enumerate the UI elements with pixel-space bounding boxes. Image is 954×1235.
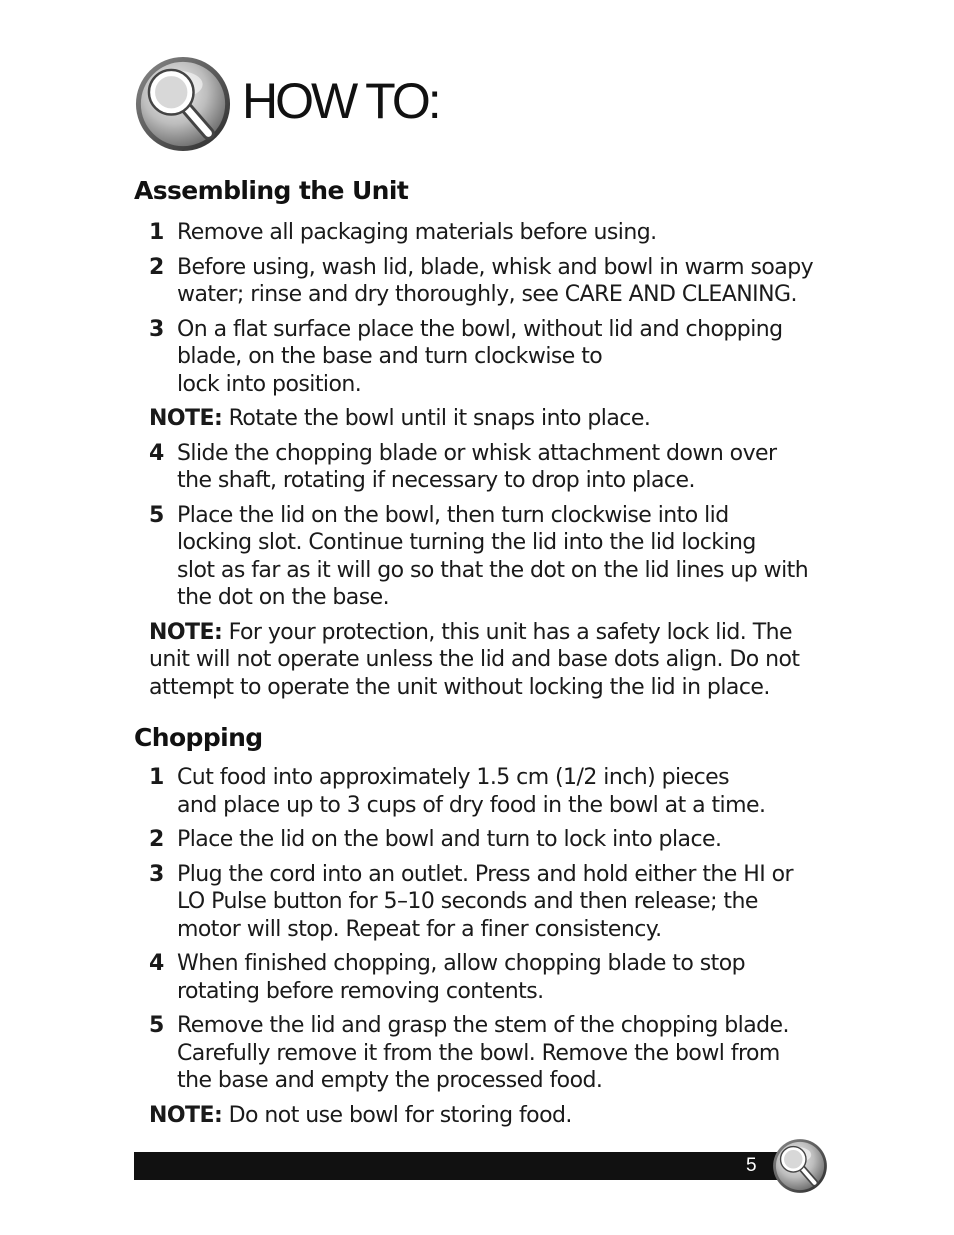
step-number: 1 bbox=[149, 765, 164, 790]
step-number: 4 bbox=[149, 440, 164, 466]
note-label: NOTE: bbox=[149, 406, 223, 431]
note bbox=[149, 405, 834, 433]
page-title: HOW TO: bbox=[242, 73, 439, 129]
step-number: 4 bbox=[149, 951, 164, 976]
step-number: 3 bbox=[149, 861, 164, 887]
step-text: Place the lid on the bowl, then turn clockwise into lid locking slot. Continue turning the lid into the lid locking slot as far as it will go so that the dot on the lid lines up with the dot on the base. bbox=[177, 502, 809, 610]
step-text: Remove all packaging materials before using. bbox=[177, 220, 657, 245]
magnifier-icon bbox=[772, 1138, 828, 1194]
magnifier-icon bbox=[134, 55, 232, 153]
list-item bbox=[134, 764, 834, 819]
list-item bbox=[134, 316, 834, 399]
note-label: NOTE: bbox=[149, 1102, 223, 1128]
list-item bbox=[134, 950, 834, 1005]
step-text: Before using, wash lid, blade, whisk and bowl in warm soapy water; rinse and dry thoroughly, see CARE AND CLEANING. bbox=[177, 254, 814, 307]
footer-bar bbox=[134, 1152, 794, 1180]
list-item bbox=[134, 861, 834, 944]
note-text: For your protection, this unit has a safety lock lid. The unit will not operate unless the lid and base dots align. Do not attempt to operate the unit without locking the lid in place. bbox=[149, 619, 800, 700]
step-number: 5 bbox=[149, 1013, 164, 1038]
step-text: When finished chopping, allow chopping blade to stop rotating before removing contents. bbox=[177, 951, 746, 1004]
step-text: Slide the chopping blade or whisk attachment down over the shaft, rotating if necessary to drop into place. bbox=[177, 440, 777, 493]
step-number: 2 bbox=[149, 254, 164, 280]
note bbox=[149, 619, 834, 702]
list-item bbox=[134, 219, 834, 247]
list-item bbox=[134, 826, 834, 854]
step-number: 1 bbox=[149, 220, 164, 245]
note-label: NOTE: bbox=[149, 619, 223, 645]
list-item bbox=[134, 1012, 834, 1095]
step-number: 5 bbox=[149, 502, 164, 528]
note-text: Do not use bowl for storing food. bbox=[222, 1102, 572, 1128]
step-text: On a flat surface place the bowl, without lid and chopping blade, on the base and turn clockwise to lock into position. bbox=[177, 316, 783, 397]
step-number: 3 bbox=[149, 316, 164, 342]
list-item bbox=[134, 440, 834, 495]
list-item bbox=[134, 502, 834, 612]
note bbox=[149, 1102, 834, 1130]
step-text: Remove the lid and grasp the stem of the chopping blade. Carefully remove it from the bowl. Remove the bowl from the base and empty the processed food. bbox=[177, 1013, 789, 1093]
step-text: Plug the cord into an outlet. Press and hold either the HI or LO Pulse button for 5–10 seconds and then release; the motor will stop. Repeat for a finer consistency. bbox=[177, 861, 794, 942]
page-number: 5 bbox=[746, 1155, 757, 1176]
note-text: Rotate the bowl until it snaps into place. bbox=[222, 406, 651, 431]
step-text: Cut food into approximately 1.5 cm (1/2 inch) pieces and place up to 3 cups of dry food in the bowl at a time. bbox=[177, 765, 766, 818]
page-header bbox=[134, 54, 439, 154]
section-heading-assembling: Assembling the Unit bbox=[134, 176, 409, 205]
step-text: Place the lid on the bowl and turn to lock into place. bbox=[177, 827, 722, 852]
section-heading-chopping: Chopping bbox=[134, 723, 263, 752]
step-number: 2 bbox=[149, 827, 164, 852]
content bbox=[134, 168, 834, 1136]
list-item bbox=[134, 254, 834, 309]
